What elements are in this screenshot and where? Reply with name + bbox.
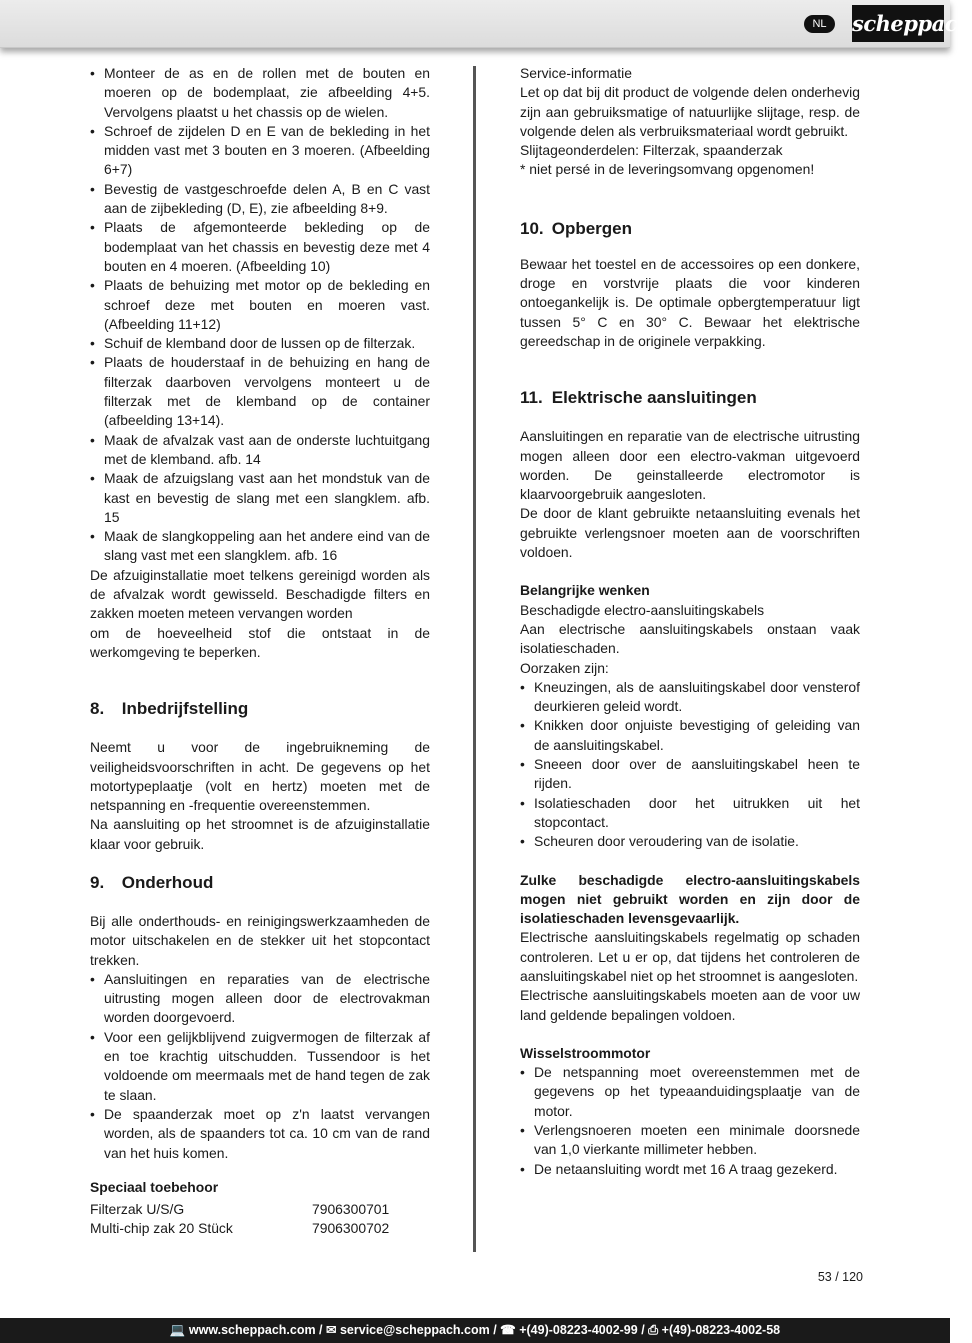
list-item: • Maak de afvalzak vast aan de onderste luchtuitgang met de klemband. afb. 14 [90,431,430,470]
paragraph: Slijtageonderdelen: Filterzak, spaanderzak [520,142,783,159]
right-column [520,64,860,1179]
paragraph: Electrische aansluitingskabels regelmatig op schaden controleren. Let u er op, dat tijdens het controleren de aansluitingskabel niet op het stroomnet is aangesloten. [520,929,860,984]
list-item: • Bevestig de vastgeschroefde delen A, B en C vast aan de zijbekleding (D, E), zie afbeelding 8+9. [90,180,430,219]
section-title: Inbedrijfstelling [121,699,249,719]
accessory-name: Filterzak U/S/G [90,1201,185,1218]
list-item: • De netspanning moet overeenstemmen met de gegevens op het typeaanduidingsplaatje van de motor. [520,1063,860,1121]
paragraph: Bij alle onderthouds- en reinigingswerkzaamheden de motor uitschakelen en de stekker uit het stopcontact trekken. [90,912,430,968]
accessory-code: 7906300702 [312,1220,390,1237]
footer-bar: 💻 www.scheppach.com / ✉ service@scheppach.com / ☎ +(49)-08223-4002-99 / ⎙ +(49)-08223-4002-58 [0,1318,950,1343]
fax-number: +(49)-08223-4002-58 [661,1323,781,1337]
phone-number: +(49)-08223-4002-99 [519,1323,638,1337]
accessory-name: Multi-chip zak 20 Stück [90,1220,233,1237]
list-item: • Plaats de houderstaaf in de behuizing en hang de filterzak daarboven vervolgens monteert u de filterzak met de klemband op de container (afbeelding 13+14). [90,353,430,430]
section-number: 10. [520,218,544,238]
section-heading-11 [520,387,860,409]
paragraph: Neemt u voor de ingebruikneming de veiligheidsvoorschriften in acht. De gegevens op het motortypeplaatje (volt en hertz) moeten met de netspanning en -frequentie overeenstemmen. [90,739,430,814]
list-item: • Knikken door onjuiste bevestiging of geleiding van de aansluitingskabel. [520,716,860,755]
website-link[interactable]: www.scheppach.com [188,1323,316,1337]
list-item: • Kneuzingen, als de aansluitingskabel door vensterof deurkieren geleid wordt. [520,678,860,717]
email-link[interactable]: service@scheppach.com [339,1323,490,1337]
paragraph: De door de klant gebruikte netaansluiting evenals het gebruikte verlengsnoer moeten aan de voorschriften voldoen. [520,505,860,561]
paragraph: Na aansluiting op het stroomnet is de afzuiginstallatie klaar voor gebruik. [90,816,430,852]
ac-motor-title: Wisselstroommotor [520,1044,651,1061]
accessories-title: Speciaal toebehoor [90,1178,219,1195]
list-item: • De spaanderzak moet op z'n laatst vervangen worden, als de spaanders tot ca. 10 cm van de rand van het huis komen. [90,1105,430,1163]
list-item: • Plaats de afgemonteerde bekleding op de bodemplaat van het chassis en bevestig deze met 4 bouten en 4 moeren. (Afbeelding 10) [90,218,430,276]
list-item: • Schuif de klemband door de lussen op de filterzak. [90,334,430,353]
list-item: • Monteer de as en de rollen met de bouten en moeren op de bodemplaat, zie afbeelding 4+5. Vervolgens plaatst u het chassis op de wielen. [90,64,430,122]
warning-text: Zulke beschadigde electro-aansluitingskabels mogen niet gebruikt worden en zijn door de isolatieschaden levensgevaarlijk. [520,871,860,927]
list-item: • Maak de afzuigslang vast aan het mondstuk van de kast en bevestig de slang met een slangklem. afb. 15 [90,469,430,527]
paragraph: Electrische aansluitingskabels moeten aan de voor uw land geldende bepalingen voldoen. [520,987,860,1023]
section-number: 9. [90,872,105,892]
paragraph: Oorzaken zijn: [520,659,609,676]
paragraph: * niet persé in de leveringsomvang opgenomen! [520,161,815,178]
column-divider [473,66,476,1252]
header-bar [0,0,972,48]
paragraph: Aansluitingen en reparatie van de electrische uitrusting mogen alleen door een electro-vakman uitgevoerd worden. De geinstalleerde electromotor is klaarvoorgebruik aangesloten. [520,428,860,503]
section-title: Onderhoud [121,872,214,892]
table-row [90,1219,430,1238]
phone-icon: ☎ [500,1323,516,1337]
list-item: • Maak de slangkoppeling aan het andere eind van de slang vast met een slangklem. afb. 16 [90,527,430,566]
section-number: 11. [520,388,543,408]
section-heading-9 [90,872,430,894]
list-item: • Isolatieschaden door het uitrukken uit het stopcontact. [520,794,860,833]
list-item: • De netaansluiting wordt met 16 A traag gezekerd. [520,1160,860,1179]
list-item: • Voor een gelijkblijvend zuigvermogen de filterzak af en toe krachtig uitschudden. Tussendoor is het voldoende om meermaals met de hand tegen de zak te slaan. [90,1028,430,1105]
list-item: • Plaats de behuizing met motor op de bekleding en schroef deze met bouten en moeren vast. (Afbeelding 11+12) [90,276,430,334]
section-number: 8. [90,699,105,719]
computer-icon: 💻 [169,1323,186,1337]
list-item: • Scheuren door veroudering van de isolatie. [520,832,860,851]
causes-list [520,678,860,852]
dust-paragraph: om de hoeveelheid stof die ontstaat in de werkomgeving te beperken. [90,624,430,660]
section-heading-10 [520,218,860,240]
paragraph: Aan electrische aansluitingskabels onstaan vaak isolatieschaden. [520,620,860,657]
accessory-code: 7906300701 [312,1201,390,1218]
list-item: • Sneeen door over de aansluitingskabel heen te rijden. [520,755,860,794]
page-number: 53 / 120 [817,1270,863,1284]
maintenance-list [90,970,430,1163]
accessories-table [90,1200,430,1239]
service-title: Service-informatie [520,65,632,81]
paragraph: Let op dat bij dit product de volgende delen onderhevig zijn aan gebruiksmatige of natuurlijke slijtage, resp. de volgende delen als verbruiksmateriaal wordt gebruikt. [520,84,860,139]
language-badge: NL [804,15,835,33]
section-title: Opbergen [551,218,633,238]
left-column [90,64,430,1239]
list-item: • Aansluitingen en reparaties van de electrische uitrusting mogen alleen door de electrovakman worden doorgevoerd. [90,970,430,1028]
mail-icon: ✉ [326,1323,337,1337]
cleaning-paragraph: De afzuiginstallatie moet telkens gereinigd worden als de afvalzak wordt gewisseld. Beschadigde filters en zakken moeten meteen vervangen worden [90,566,430,622]
ac-motor-list [520,1063,860,1179]
assembly-list [90,64,430,566]
brand-logo: scheppach [852,5,944,42]
table-row [90,1200,430,1219]
tips-title: Belangrijke wenken [520,582,650,599]
fax-icon: ⎙ [648,1323,659,1337]
section-title: Elektrische aansluitingen [551,388,757,408]
list-item: • Verlengsnoeren moeten een minimale doorsnede van 1,0 vierkante millimeter hebben. [520,1121,860,1160]
list-item: • Schroef de zijdelen D en E van de bekleding in het midden vast met 3 bouten en 3 moeren. (Afbeelding 6+7) [90,122,430,180]
section-heading-8 [90,698,430,720]
paragraph: Bewaar het toestel en de accessoires op een donkere, droge en vorstvrije plaats die voor kinderen ontoegankelijk is. De optimale opbergtemperatuur ligt tussen 5° C en 30° C. Bewaar het elektrische gereedschap in de originele verpakking. [520,255,860,349]
paragraph: Beschadigde electro-aansluitingskabels [520,601,765,618]
